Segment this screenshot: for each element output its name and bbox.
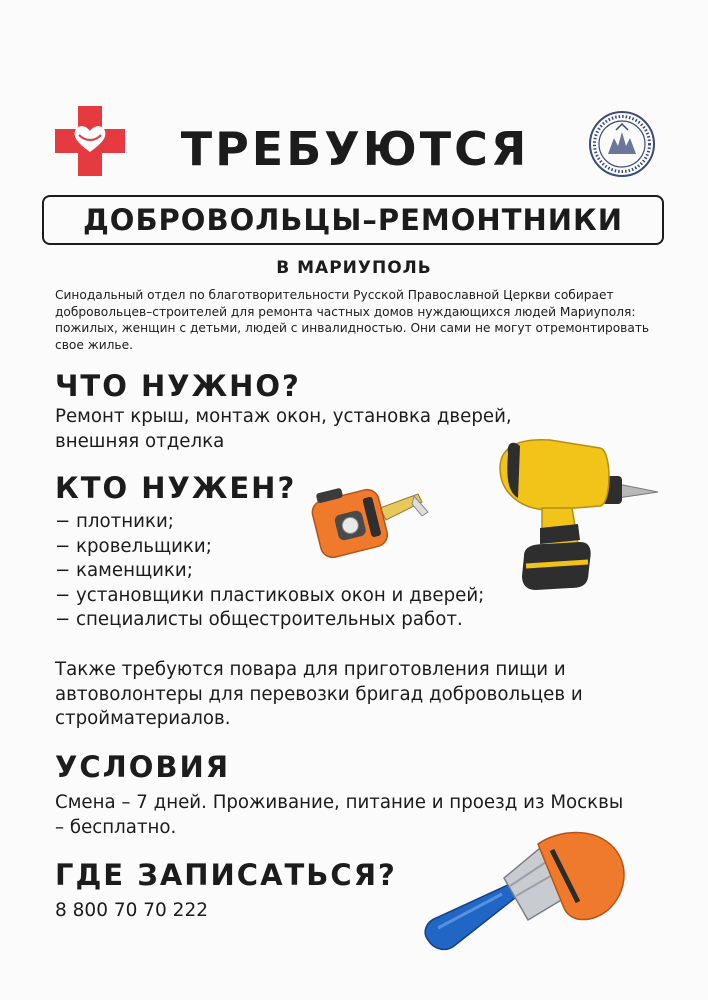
heading-conditions: УСЛОВИЯ <box>55 750 231 784</box>
heading-signup: ГДЕ ЗАПИСАТЬСЯ? <box>55 858 397 892</box>
power-drill-icon <box>480 428 660 593</box>
phone-number: 8 800 70 70 222 <box>55 900 208 921</box>
conditions-text: Смена – 7 дней. Проживание, питание и проезд из Москвы – бесплатно. <box>55 792 624 838</box>
list-item: − кровельщики; <box>55 535 484 560</box>
tape-measure-icon <box>310 472 435 572</box>
banner-volunteers <box>42 195 664 245</box>
page-title: ТРЕБУЮТСЯ <box>180 122 530 176</box>
list-item: − специалисты общестроительных работ. <box>55 608 484 633</box>
synodal-seal-icon <box>588 110 656 178</box>
intro-paragraph: Синодальный отдел по благотворительности Русской Православной Церкви собирает добровольцев–строителей для ремонта частных домов нуждающихся людей Мариуполя: пожилых, женщин с детьми, людей с инвалидностью. Они сами не могут отремонтировать свое жилье. <box>55 288 650 352</box>
heading-who: КТО НУЖЕН? <box>55 471 297 505</box>
also-needed-text: Также требуются повара для приготовления пищи и автоволонтеры для перевозки бригад добровольцев и стройматериалов. <box>55 659 583 729</box>
list-item: − каменщики; <box>55 559 484 584</box>
paint-brush-icon <box>418 822 638 957</box>
list-item: − плотники; <box>55 510 484 535</box>
heading-what: ЧТО НУЖНО? <box>55 369 301 403</box>
banner-text: ДОБРОВОЛЬЦЫ–РЕМОНТНИКИ <box>82 203 624 237</box>
city-subtitle: В МАРИУПОЛЬ <box>276 258 432 278</box>
list-item: − установщики пластиковых окон и дверей; <box>55 584 484 609</box>
red-cross-heart-icon <box>55 106 125 176</box>
what-text: Ремонт крыш, монтаж окон, установка дверей, внешняя отделка <box>55 406 512 452</box>
